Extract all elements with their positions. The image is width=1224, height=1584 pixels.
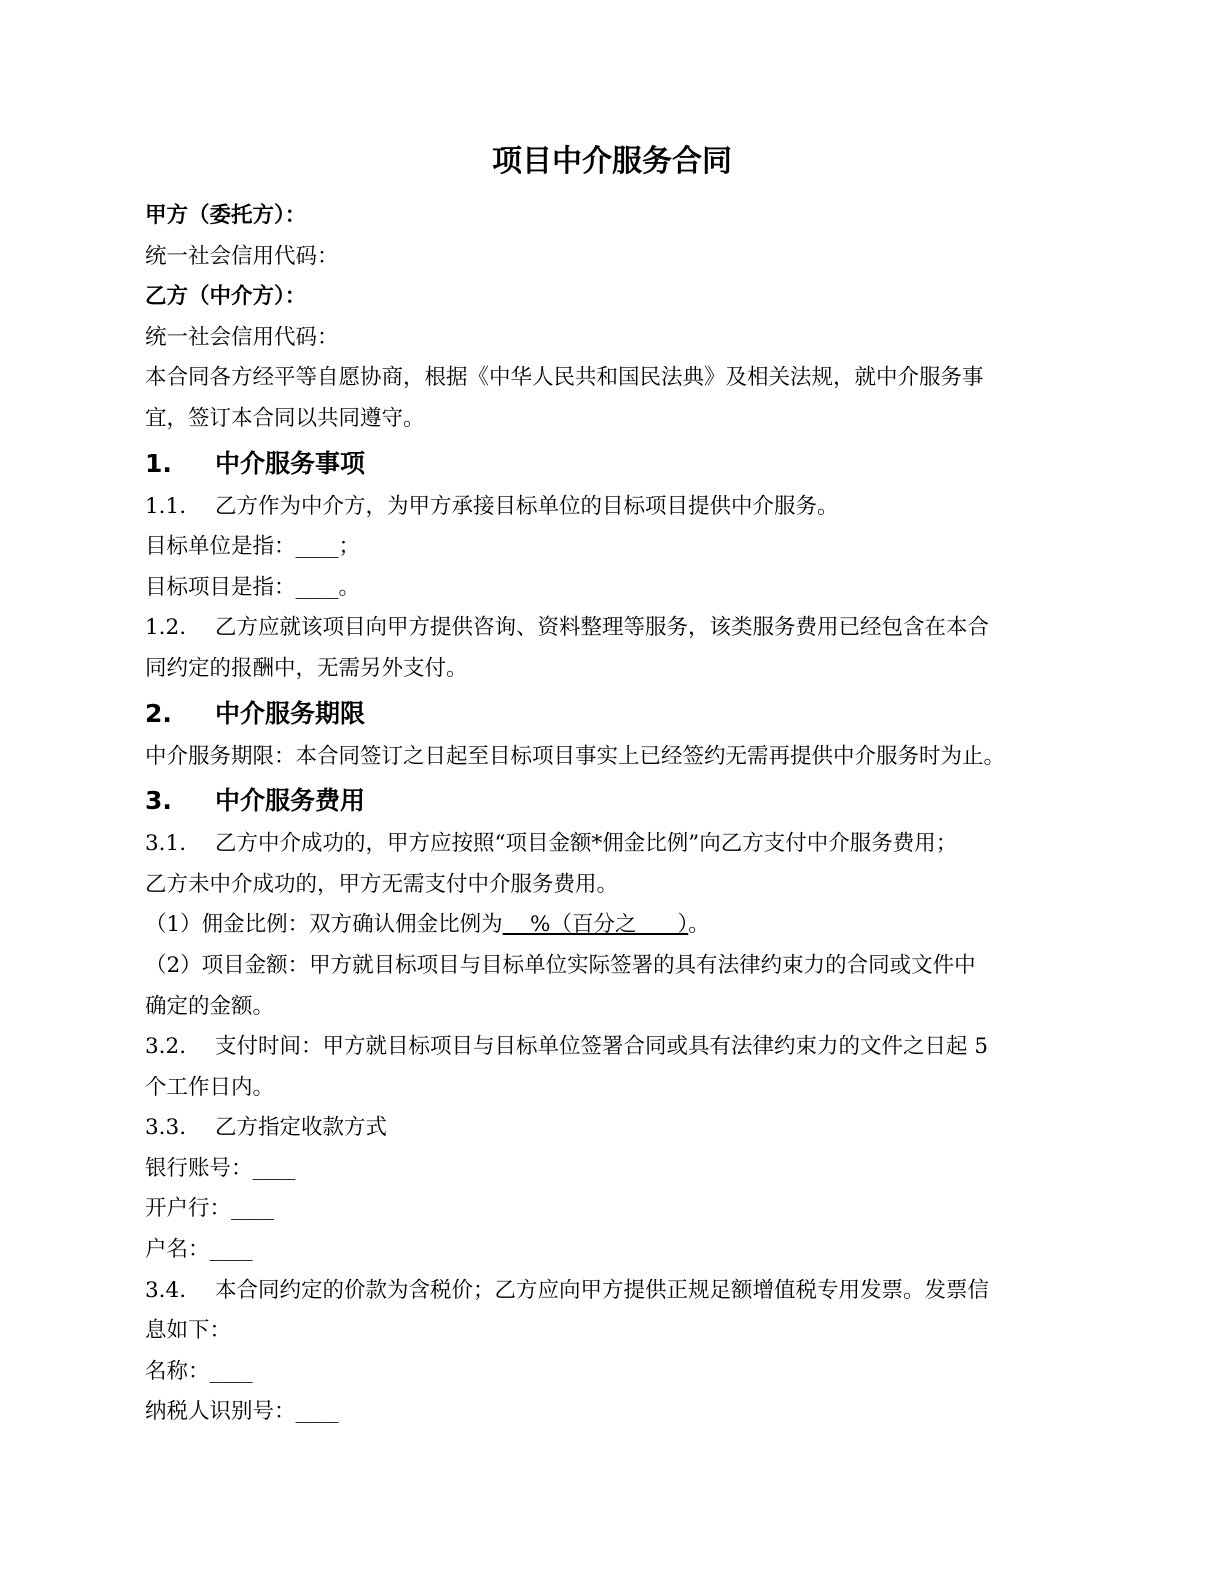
clause-3-4-number: 3.4.: [145, 1277, 187, 1303]
clause-1-2-continuation: 同约定的报酬中，无需另外支付。: [145, 655, 468, 681]
section-2-title: 中介服务期限: [215, 698, 366, 728]
preamble-line-1: 本合同各方经平等自愿协商，根据《中华人民共和国民法典》及相关法规，就中介服务事: [145, 365, 984, 391]
section-1-heading: [145, 440, 1090, 487]
commission-ratio-line: [145, 905, 1090, 946]
clause-3-2-text: 支付时间：甲方就目标项目与目标单位签署合同或具有法律约束力的文件之日起 5: [215, 1034, 989, 1060]
clause-1-2: [145, 608, 1090, 649]
commission-ratio-label: （1）佣金比例：双方确认佣金比例为: [145, 912, 503, 938]
clause-1-2-text: 乙方应就该项目向甲方提供咨询、资料整理等服务，该类服务费用已经包含在本合: [215, 615, 990, 641]
service-term-text: 中介服务期限：本合同签订之日起至目标项目事实上已经签约无需再提供中介服务时为止。: [145, 743, 1006, 769]
project-amount-line: （2）项目金额：甲方就目标项目与目标单位实际签署的具有法律约束力的合同或文件中: [145, 952, 976, 978]
bank-account-field: 银行账号：____: [145, 1155, 296, 1181]
section-3-title: 中介服务费用: [215, 786, 366, 816]
target-unit-field: 目标单位是指：____；: [145, 534, 361, 560]
commission-ratio-blank: %（百分之 ）: [502, 912, 689, 938]
clause-3-2: [145, 1027, 1090, 1068]
preamble-line-2: 宜，签订本合同以共同遵守。: [145, 405, 425, 431]
document-title: 项目中介服务合同: [492, 144, 732, 179]
clause-1-2-number: 1.2.: [145, 615, 187, 641]
clause-3-4-text: 本合同约定的价款为含税价；乙方应向甲方提供正规足额增值税专用发票。发票信: [215, 1277, 990, 1303]
party-a-credit-code: 统一社会信用代码：: [145, 243, 339, 269]
party-b-label: 乙方（中介方）：: [145, 284, 307, 310]
section-1-title: 中介服务事项: [215, 448, 366, 478]
section-3-heading: [145, 777, 1090, 824]
taxpayer-id-field: 纳税人识别号：____: [145, 1399, 339, 1425]
clause-3-4-continuation: 息如下：: [145, 1318, 232, 1344]
clause-3-1-number: 3.1.: [145, 831, 187, 857]
document-body: [145, 196, 1090, 1433]
section-3-number: 3.: [145, 786, 172, 816]
clause-3-2-number: 3.2.: [145, 1034, 187, 1060]
bank-name-field: 开户行：____: [145, 1196, 275, 1222]
clause-1-1: [145, 487, 1090, 528]
project-amount-continuation: 确定的金额。: [145, 993, 275, 1019]
section-2-heading: [145, 690, 1090, 737]
party-b-credit-code: 统一社会信用代码：: [145, 324, 339, 350]
invoice-name-field: 名称：____: [145, 1358, 253, 1384]
clause-3-1: [145, 824, 1090, 865]
section-1-number: 1.: [145, 448, 172, 478]
clause-1-1-number: 1.1.: [145, 493, 187, 519]
account-name-field: 户名：____: [145, 1237, 253, 1263]
clause-3-2-continuation: 个工作日内。: [145, 1074, 275, 1100]
clause-3-3-text: 乙方指定收款方式: [215, 1115, 388, 1141]
clause-3-3: [145, 1108, 1090, 1149]
section-2-number: 2.: [145, 698, 172, 728]
commission-ratio-suffix: 。: [688, 912, 710, 938]
target-project-field: 目标项目是指：____。: [145, 574, 361, 600]
party-a-label: 甲方（委托方）：: [145, 203, 307, 228]
clause-3-4: [145, 1271, 1090, 1312]
clause-3-1-text: 乙方中介成功的，甲方应按照“项目金额*佣金比例”向乙方支付中介服务费用；: [215, 831, 958, 857]
clause-1-1-text: 乙方作为中介方，为甲方承接目标单位的目标项目提供中介服务。: [215, 493, 839, 519]
clause-3-3-number: 3.3.: [145, 1115, 187, 1141]
clause-3-1-continuation: 乙方未中介成功的，甲方无需支付中介服务费用。: [145, 871, 619, 897]
